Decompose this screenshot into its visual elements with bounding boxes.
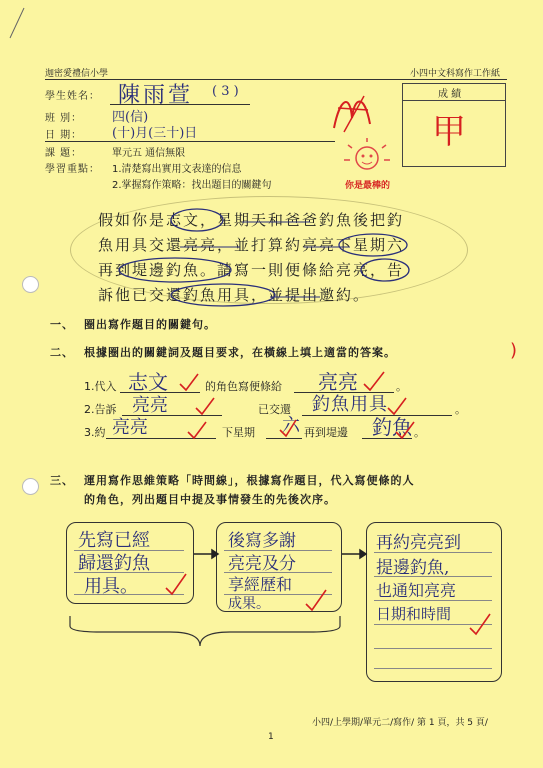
timeline-step-3-line-3: 也通知亮亮 bbox=[376, 581, 457, 600]
q2-item2-ans2: 釣魚用具 bbox=[312, 394, 388, 415]
keyword-circles bbox=[0, 0, 543, 320]
topic-label: 課 題： bbox=[45, 148, 83, 159]
timeline-step-3-line-1: 再約亮亮到 bbox=[376, 533, 461, 553]
focus-label: 學習重點： bbox=[45, 164, 100, 175]
q2-item2-mid: 已交還 bbox=[258, 403, 291, 416]
stamp-praise: 你是最棒的 bbox=[345, 181, 391, 191]
timeline-step-2-line-3: 享經歷和 bbox=[228, 575, 293, 594]
q2-item2-ans1: 亮亮 bbox=[132, 395, 168, 416]
timeline-step-3-line-2: 提邊釣魚, bbox=[376, 558, 450, 578]
punch-hole-bottom bbox=[22, 478, 39, 495]
q2-number: 二、 bbox=[50, 346, 74, 359]
topic-value: 單元五 通信無限 bbox=[112, 148, 186, 159]
q2-item1-ans2: 亮亮 bbox=[318, 370, 358, 394]
grade-mark: 甲 bbox=[432, 112, 466, 152]
task-line-2: 魚用具交還亮亮，並打算約亮亮下星期六 bbox=[98, 236, 405, 254]
timeline-step-3-line-4: 日期和時間 bbox=[376, 605, 452, 623]
date-label: 日 期： bbox=[45, 130, 83, 141]
student-name: 陳雨萱 bbox=[118, 83, 194, 108]
focus-item-1: 1.清楚寫出實用文表達的信息 bbox=[112, 164, 242, 175]
timeline-step-2-line-1: 後寫多謝 bbox=[228, 531, 296, 551]
q2-check-marks bbox=[0, 360, 543, 450]
timeline-step-1-line-3: 用具。 bbox=[84, 576, 138, 597]
class-label: 班 別： bbox=[45, 113, 83, 124]
q2-item3-mid2: 再到堤邊 bbox=[304, 426, 348, 439]
q2-text: 根據圈出的關鍵詞及題目要求，在橫線上填上適當的答案。 bbox=[84, 346, 396, 359]
name-label: 學生姓名： bbox=[45, 91, 100, 102]
q2-item1-ans1: 志文 bbox=[128, 370, 168, 394]
q2-item3-post: 。 bbox=[414, 426, 425, 439]
q2-item2-post: 。 bbox=[455, 403, 466, 416]
q2-item3-ans1: 亮亮 bbox=[112, 417, 148, 438]
pencil-stroke bbox=[6, 6, 30, 42]
class-value: 四(信) bbox=[112, 110, 149, 125]
q2-item1-mid: 的角色寫便條給 bbox=[205, 380, 282, 393]
timeline-step-1-line-1: 先寫已經 bbox=[78, 530, 150, 551]
timeline-step-1-line-2: 歸還釣魚 bbox=[78, 553, 150, 574]
task-line-1: 假如你是志文，星期天和爸爸釣魚後把釣 bbox=[98, 211, 405, 229]
q2-item1-pre: 1.代入 bbox=[84, 380, 117, 393]
school-name: 迦密愛禮信小學 bbox=[45, 69, 109, 79]
date-value: (十)月(三十)日 bbox=[112, 126, 198, 141]
q3-text-line1: 運用寫作思維策略「時間線」，根據寫作題目，代入寫便條的人 bbox=[84, 474, 415, 487]
margin-mark: ) bbox=[510, 340, 518, 361]
page-number: 1 bbox=[268, 732, 274, 742]
focus-item-2: 2.掌握寫作策略：找出題目的關鍵句 bbox=[112, 180, 272, 191]
task-line-4: 訴他已交還釣魚用具，並提出邀約。 bbox=[98, 286, 371, 304]
timeline-bracket bbox=[60, 612, 360, 662]
q3-number: 三、 bbox=[50, 474, 74, 487]
grade-label: 成 績 bbox=[438, 89, 462, 100]
q2-item3-ans2: 六 bbox=[282, 415, 300, 436]
q2-item3-mid: 下星期 bbox=[222, 426, 255, 439]
box3-rule-6 bbox=[374, 668, 492, 669]
class-number: ( 3 ) bbox=[212, 84, 239, 99]
q1-text: 圈出寫作題目的關鍵句。 bbox=[84, 318, 216, 331]
timeline-step-2-line-4: 成果。 bbox=[228, 596, 270, 612]
q1-number: 一、 bbox=[50, 318, 74, 331]
task-line-3: 再到堤邊釣魚。請寫一則便條給亮亮，告 bbox=[98, 261, 405, 279]
q2-item3-pre: 3.約 bbox=[84, 426, 106, 439]
q2-item2-pre: 2.告訴 bbox=[84, 403, 117, 416]
worksheet-title: 小四中文科寫作工作紙 bbox=[410, 69, 501, 79]
q2-item1-post: 。 bbox=[396, 380, 407, 393]
footer-reference: 小四/上學期/單元二/寫作/ 第 1 頁，共 5 頁/ bbox=[312, 718, 488, 728]
timeline-step-2-line-2: 亮亮及分 bbox=[228, 554, 296, 574]
q3-text-line2: 的角色，列出題目中提及事情發生的先後次序。 bbox=[84, 493, 336, 506]
q2-item3-ans3: 釣魚 bbox=[372, 415, 412, 439]
